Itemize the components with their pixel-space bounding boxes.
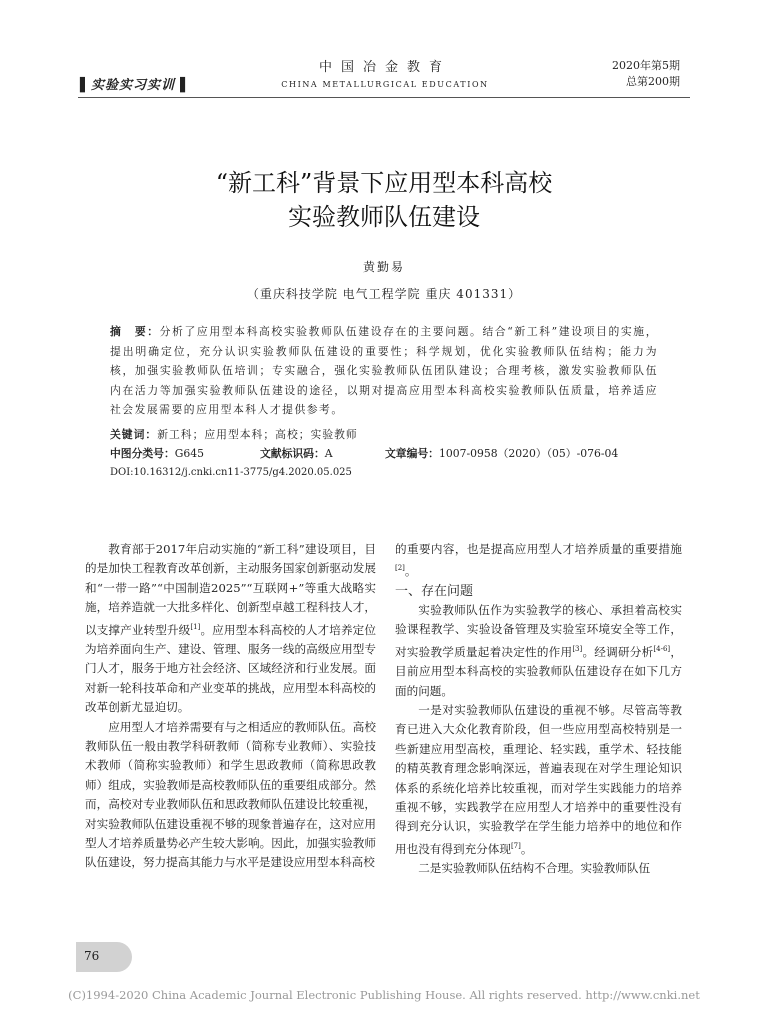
journal-header [230,56,540,89]
header-divider [78,97,690,98]
section-heading: 一、存在问题 [395,583,474,599]
issue-info [612,58,680,90]
title-line-2: 实验教师队伍建设 [288,203,480,231]
affiliation: （重庆科技学院 电气工程学院 重庆 401331） [246,287,522,301]
title-line-1: “新工科”背景下应用型本科高校 [215,169,553,197]
journal-name-cn: 中国冶金教育 [318,60,451,75]
keywords [110,427,658,442]
doc-code-label: 文献标识码： [260,447,325,460]
section-tag: ▌实验实习实训▐ [80,78,186,93]
citation-ref: [2] [395,564,405,573]
issue-number: 2020年第5期 [612,59,680,72]
doi: DOI:10.16312/j.cnki.cn11-3775/g4.2020.05.025 [110,467,352,478]
body-paragraph: 一是对实验教师队伍建设的重视不够。尽管高等教育已进入大众化教育阶段，但一些应用型高校特别是一些新建应用型高校，重理论、轻实践，重学术、轻技能的精英教育理念影响深远，普遍表现在对学生理论知识体系的系统化培养比较重视，而对学生实践能力的培养重视不够，实践教学在应用型人才培养中的重要性没有得到充分认识，实验教学在学生能力培养中的地位和作用也没有得到充分体现[7]。 [395,702,682,856]
citation-ref: [7] [510,841,521,850]
body-paragraph: 实验教师队伍作为实验教学的核心、承担着高校实验课程教学、实验设备管理及实验室环境安全等工作，对实验教学质量起着决定性的作用[3]。经调研分析[4-6]，目前应用型本科高校的实验教师队伍建设存在如下几方面的问题。 [395,603,682,698]
citation-ref: [4-6] [653,644,671,653]
body-paragraph: 应用型人才培养需要有与之相适应的教师队伍。高校教师队伍一般由教学科研教师（简称专业教师）、实验技术教师（简称实验教师）和学生思政教师（简称思政教师）组成，实验教师是高校教师队伍的重要组成部分。然而，高校对专业教师队伍和思政教师队伍建设比较重视，对实验教师队伍建设重视不够的现象普遍存在，这对应用型人才培养质量势必产生较大影响。因此，加强实验教师队伍建设，努力提高其能力与水平是建设应用型本科高校 [85,719,376,870]
total-issue: 总第200期 [626,75,680,88]
journal-name-en: CHINA METALLURGICAL EDUCATION [281,80,489,89]
keywords-label: 关键词： [110,428,158,441]
clc-label: 中图分类号： [110,447,175,460]
copyright-footer: (C)1994-2020 China Academic Journal Electronic Publishing House. All rights reserved. http://www.cnki.net [68,988,700,1002]
article-no-value: 1007-0958（2020）（05）-076-04 [438,447,619,460]
doc-code-value: A [324,447,333,460]
author: 黄勤易 [362,260,405,274]
article-title [80,166,688,234]
clc-value: G645 [174,447,205,460]
abstract-text: 分析了应用型本科高校实验教师队伍建设存在的主要问题。结合“新工科”建设项目的实施，提出明确定位，充分认识实验教师队伍建设的重要性；科学规划，优化实验教师队伍结构；能力为核，加强实验教师队伍培训；专实融合，强化实验教师队伍团队建设；合理考核，激发实验教师队伍内在活力等加强实验教师队伍建设的途径，以期对提高应用型本科高校实验教师队伍质量，培养适应社会发展需要的应用型本科人才提供参考。 [110,325,659,416]
abstract-label: 摘 要： [110,325,160,338]
article-no-label: 文章编号： [385,447,439,460]
body-column-left [85,540,376,873]
abstract [110,322,658,420]
citation-ref: [3] [572,644,583,653]
body-paragraph: 的重要内容，也是提高应用型人才培养质量的重要措施[2]。 [395,542,682,579]
page-number: 76 [84,949,100,963]
body-paragraph: 教育部于2017年启动实施的“新工科”建设项目，目的是加快工程教育改革创新，主动服务国家创新驱动发展和“一带一路”“中国制造2025”“互联网+”等重大战略实施，培养造就一大批多样化、创新型卓越工程科技人才，以支撑产业转型升级[1]。应用型本科高校的人才培养定位为培养面向生产、建设、管理、服务一线的高级应用型专门人才，服务于地方社会经济、区域经济和行业发展。面对新一轮科技革命和产业变革的挑战，应用型本科高校的改革创新尤显迫切。 [85,542,376,715]
citation-ref: [1] [190,622,201,631]
keywords-text: 新工科；应用型本科；高校；实验教师 [157,428,358,441]
classification-line [110,446,670,461]
body-paragraph: 二是实验教师队伍结构不合理。实验教师队伍 [418,861,651,876]
body-column-right [395,540,682,878]
